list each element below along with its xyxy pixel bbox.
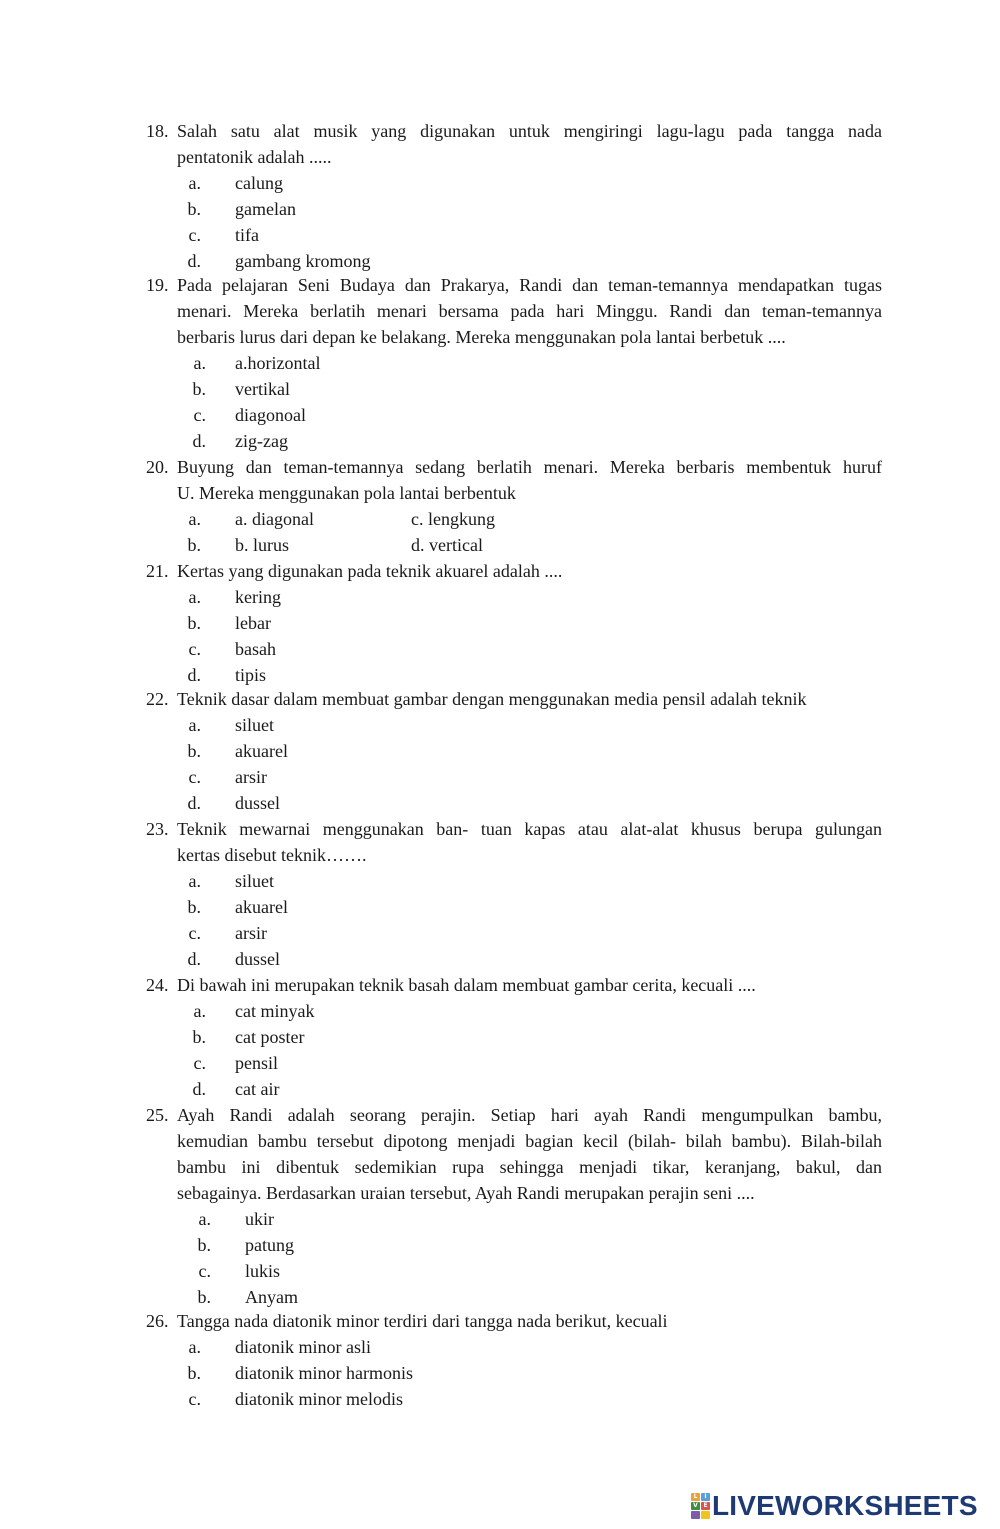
liveworksheets-logo: [691, 1489, 978, 1523]
answer-option[interactable]: [0, 196, 1000, 222]
option-letter: d.: [192, 431, 206, 451]
option-letter: a.: [193, 1001, 206, 1021]
option-text: siluet: [235, 871, 274, 891]
liveworksheets-logo-icon: [691, 1493, 710, 1519]
option-letter: b.: [197, 1287, 211, 1307]
question-number: 24.: [146, 975, 169, 995]
option-text: basah: [235, 639, 276, 659]
option-letter: d.: [187, 793, 201, 813]
option-letter: a.: [188, 1337, 201, 1357]
answer-option[interactable]: [0, 428, 1000, 454]
answer-option[interactable]: [0, 1024, 1000, 1050]
option-letter: c.: [188, 767, 201, 787]
option-text: gamelan: [235, 199, 296, 219]
question-text: pentatonik adalah .....: [177, 147, 332, 167]
answer-option[interactable]: [0, 610, 1000, 636]
option-letter: b.: [187, 199, 201, 219]
question-23-line: [0, 842, 1000, 868]
option-letter: b.: [197, 1235, 211, 1255]
option-letter: c.: [188, 923, 201, 943]
answer-option[interactable]: [0, 920, 1000, 946]
question-26-line: [0, 1308, 1000, 1334]
option-text-second-column: d. vertical: [411, 535, 483, 555]
answer-option[interactable]: [0, 636, 1000, 662]
option-letter: d.: [187, 251, 201, 271]
question-number: 18.: [146, 121, 169, 141]
question-number: 22.: [146, 689, 169, 709]
option-text: ukir: [245, 1209, 274, 1229]
option-text: diatonik minor asli: [235, 1337, 371, 1357]
question-text: berbaris lurus dari depan ke belakang. Mereka menggunakan pola lantai berbetuk ....: [177, 327, 786, 347]
option-letter: a.: [193, 353, 206, 373]
option-letter: b.: [187, 1363, 201, 1383]
logo-tile: V: [691, 1502, 700, 1510]
question-text: Pada pelajaran Seni Budaya dan Prakarya, Randi dan teman-temannya mendapatkan tugas: [177, 275, 882, 295]
question-20-line: [0, 454, 1000, 480]
question-text: Teknik mewarnai menggunakan ban- tuan kapas atau alat-alat khusus berupa gulungan: [177, 819, 882, 839]
answer-option[interactable]: [0, 894, 1000, 920]
question-text: Kertas yang digunakan pada teknik akuarel adalah ....: [177, 561, 563, 581]
option-text: vertikal: [235, 379, 290, 399]
liveworksheets-logo-text: LIVEWORKSHEETS: [712, 1490, 978, 1521]
answer-option[interactable]: [0, 1206, 1000, 1232]
question-19-line: [0, 324, 1000, 350]
option-letter: a.: [188, 587, 201, 607]
answer-option[interactable]: [0, 248, 1000, 274]
answer-option[interactable]: [0, 222, 1000, 248]
option-text: arsir: [235, 923, 267, 943]
logo-tile: [691, 1511, 700, 1519]
question-19-line: [0, 272, 1000, 298]
option-text: cat minyak: [235, 1001, 315, 1021]
answer-option[interactable]: [0, 376, 1000, 402]
question-24-line: [0, 972, 1000, 998]
option-letter: a.: [188, 715, 201, 735]
question-20-line: [0, 480, 1000, 506]
option-text: akuarel: [235, 741, 288, 761]
option-text: lebar: [235, 613, 271, 633]
answer-option[interactable]: [0, 1050, 1000, 1076]
option-text: dussel: [235, 793, 280, 813]
answer-option[interactable]: [0, 998, 1000, 1024]
logo-tile: I: [701, 1493, 710, 1501]
question-number: 23.: [146, 819, 169, 839]
option-letter: a.: [198, 1209, 211, 1229]
option-text: tifa: [235, 225, 259, 245]
question-text: kemudian bambu tersebut dipotong menjadi bagian kecil (bilah- bilah bambu). Bilah-bilah: [177, 1131, 882, 1151]
question-number: 19.: [146, 275, 169, 295]
option-letter: a.: [188, 173, 201, 193]
option-text: Anyam: [245, 1287, 298, 1307]
option-letter: b.: [187, 535, 201, 555]
question-text: U. Mereka menggunakan pola lantai berbentuk: [177, 483, 516, 503]
question-number: 26.: [146, 1311, 169, 1331]
option-text: pensil: [235, 1053, 278, 1073]
question-text: bambu ini dibentuk sedemikian rupa sehingga menjadi tikar, keranjang, bakul, dan: [177, 1157, 882, 1177]
answer-option[interactable]: [0, 662, 1000, 688]
question-25-line: [0, 1102, 1000, 1128]
question-text: Teknik dasar dalam membuat gambar dengan menggunakan media pensil adalah teknik: [177, 689, 807, 709]
answer-option[interactable]: [0, 350, 1000, 376]
option-letter: c.: [188, 1389, 201, 1409]
answer-option[interactable]: [0, 1386, 1000, 1412]
option-letter: d.: [187, 949, 201, 969]
question-number: 25.: [146, 1105, 169, 1125]
answer-option[interactable]: [0, 1334, 1000, 1360]
option-letter: a.: [188, 871, 201, 891]
answer-option[interactable]: [0, 1232, 1000, 1258]
answer-option[interactable]: [0, 1360, 1000, 1386]
option-letter: b.: [187, 613, 201, 633]
option-text: kering: [235, 587, 281, 607]
option-letter: c.: [193, 405, 206, 425]
logo-tile: E: [701, 1502, 710, 1510]
answer-option[interactable]: [0, 946, 1000, 972]
answer-option[interactable]: [0, 712, 1000, 738]
option-text: zig-zag: [235, 431, 288, 451]
question-18-line: [0, 144, 1000, 170]
answer-option[interactable]: [0, 1076, 1000, 1102]
option-text: diatonik minor melodis: [235, 1389, 403, 1409]
option-letter: b.: [192, 379, 206, 399]
question-25-line: [0, 1180, 1000, 1206]
option-letter: d.: [187, 665, 201, 685]
option-text: arsir: [235, 767, 267, 787]
question-number: 21.: [146, 561, 169, 581]
question-text: Di bawah ini merupakan teknik basah dalam membuat gambar cerita, kecuali ....: [177, 975, 756, 995]
question-25-line: [0, 1154, 1000, 1180]
option-text: gambang kromong: [235, 251, 371, 271]
option-letter: b.: [187, 897, 201, 917]
answer-option[interactable]: [0, 170, 1000, 196]
question-25-line: [0, 1128, 1000, 1154]
question-18-line: [0, 118, 1000, 144]
option-text: tipis: [235, 665, 267, 685]
question-text: Ayah Randi adalah seorang perajin. Setiap hari ayah Randi mengumpulkan bambu,: [177, 1105, 882, 1125]
answer-option[interactable]: [0, 1284, 1000, 1310]
question-23-line: [0, 816, 1000, 842]
question-text: Salah satu alat musik yang digunakan untuk mengiringi lagu-lagu pada tangga nada: [177, 121, 882, 141]
question-text: sebagainya. Berdasarkan uraian tersebut, Ayah Randi merupakan perajin seni ....: [177, 1183, 755, 1203]
answer-option[interactable]: [0, 1258, 1000, 1284]
option-text: diagonoal: [235, 405, 306, 425]
option-text: b. lurus: [235, 535, 289, 555]
option-text: a. diagonal: [235, 509, 314, 529]
option-text: diatonik minor harmonis: [235, 1363, 413, 1383]
option-letter: c.: [188, 639, 201, 659]
answer-option[interactable]: [0, 402, 1000, 428]
option-text-second-column: c. lengkung: [411, 509, 495, 529]
option-letter: b.: [187, 741, 201, 761]
question-19-line: [0, 298, 1000, 324]
option-letter: c.: [198, 1261, 211, 1281]
question-text: menari. Mereka berlatih menari bersama pada hari Minggu. Randi dan teman-temannya: [177, 301, 882, 321]
answer-option[interactable]: [0, 506, 1000, 532]
logo-tile: [701, 1511, 710, 1519]
option-letter: c.: [188, 225, 201, 245]
question-22-line: [0, 686, 1000, 712]
question-21-line: [0, 558, 1000, 584]
option-text: dussel: [235, 949, 280, 969]
option-text: calung: [235, 173, 283, 193]
option-letter: b.: [192, 1027, 206, 1047]
answer-option[interactable]: [0, 764, 1000, 790]
option-text: lukis: [245, 1261, 281, 1281]
question-text: kertas disebut teknik…….: [177, 845, 367, 865]
answer-option[interactable]: [0, 532, 1000, 558]
answer-option[interactable]: [0, 790, 1000, 816]
answer-option[interactable]: [0, 738, 1000, 764]
option-text: patung: [245, 1235, 294, 1255]
option-text: cat poster: [235, 1027, 305, 1047]
answer-option[interactable]: [0, 868, 1000, 894]
option-letter: a.: [188, 509, 201, 529]
answer-option[interactable]: [0, 584, 1000, 610]
question-text: Buyung dan teman-temannya sedang berlatih menari. Mereka berbaris membentuk huruf: [177, 457, 882, 477]
option-letter: d.: [192, 1079, 206, 1099]
option-text: a.horizontal: [235, 353, 321, 373]
question-text: Tangga nada diatonik minor terdiri dari tangga nada berikut, kecuali: [177, 1311, 668, 1331]
logo-tile: L: [691, 1493, 700, 1501]
option-text: cat air: [235, 1079, 280, 1099]
option-text: siluet: [235, 715, 274, 735]
question-number: 20.: [146, 457, 169, 477]
option-text: akuarel: [235, 897, 288, 917]
option-letter: c.: [193, 1053, 206, 1073]
